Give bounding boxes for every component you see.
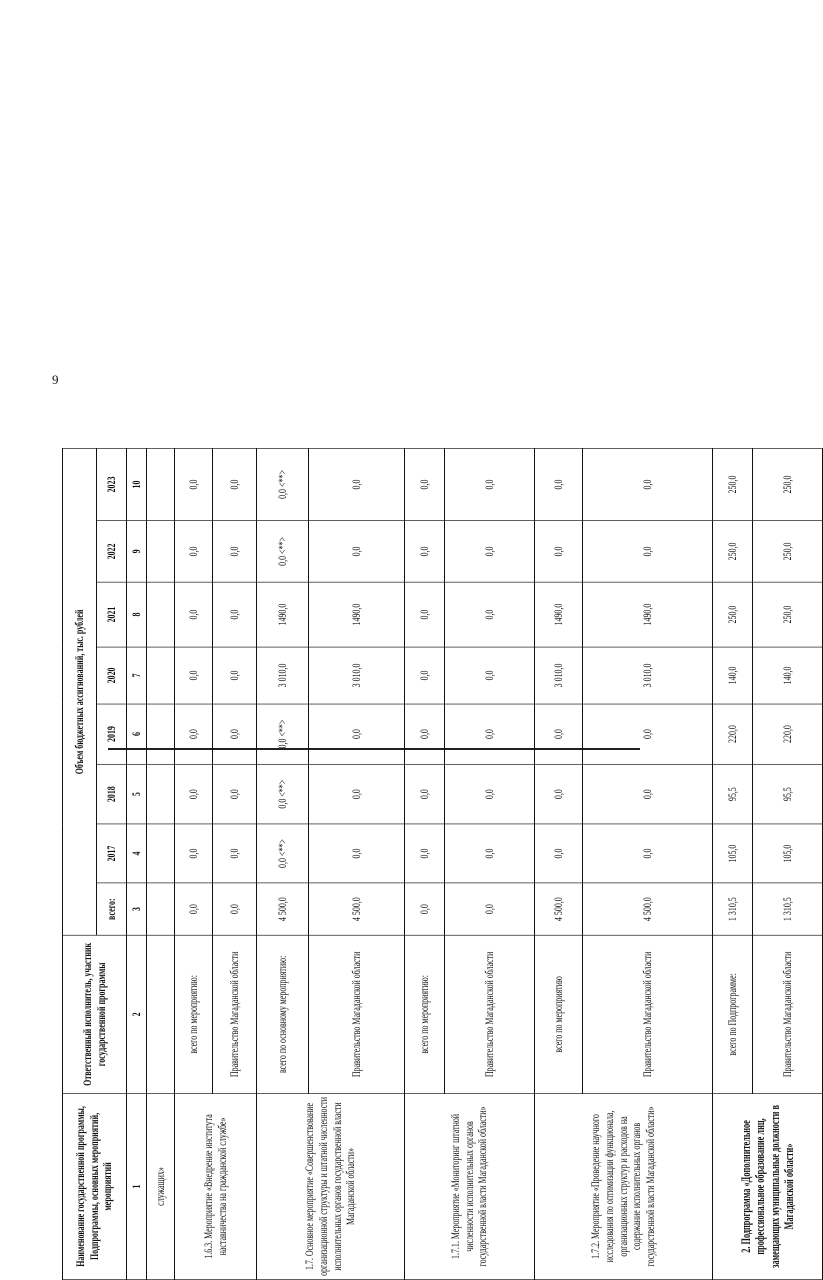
header-year: 2018 [97, 764, 127, 824]
year-value-cell: 0,0 [405, 704, 445, 764]
year-value-cell: 95,5 [753, 764, 823, 824]
table-row [175, 448, 213, 1279]
year-value-cell: 1490,0 [257, 582, 309, 647]
program-name-cell: 1.6.3. Мероприятие «Внедрение института наставничества на гражданской службе» [175, 1093, 257, 1279]
year-value-cell: 0,0 [405, 582, 445, 647]
responsible-cell: всего по мероприятию [535, 935, 583, 1093]
column-index: 8 [127, 582, 147, 647]
year-value-cell: 0,0 [445, 448, 535, 520]
year-value-cell [147, 704, 175, 764]
column-index: 2 [127, 935, 147, 1093]
year-value-cell: 0,0 [175, 764, 213, 824]
year-value-cell: 0,0 [535, 764, 583, 824]
year-value-cell: 3 010,0 [583, 647, 713, 704]
total-value-cell: 0,0 [445, 883, 535, 936]
header-year: 2023 [97, 448, 127, 520]
year-value-cell: 3 010,0 [535, 647, 583, 704]
year-value-cell: 0,0 [445, 824, 535, 883]
column-index: 3 [127, 883, 147, 936]
header-year: 2017 [97, 824, 127, 883]
total-value-cell: 4 500,0 [309, 883, 405, 936]
year-value-cell: 0,0 <**> [257, 764, 309, 824]
year-value-cell: 0,0 [583, 704, 713, 764]
year-value-cell: 250,0 [713, 448, 753, 520]
header-row-1 [63, 448, 97, 1279]
program-name-cell: 2. Подпрограмма «Дополнительное профессиональное образование лиц, замещающих муниципальные должности в Магаданской области» [713, 1093, 823, 1279]
year-value-cell: 0,0 <**> [257, 704, 309, 764]
column-index: 1 [127, 1093, 147, 1279]
year-value-cell: 0,0 [445, 647, 535, 704]
year-value-cell: 0,0 [405, 824, 445, 883]
year-value-cell: 140,0 [753, 647, 823, 704]
year-value-cell [147, 824, 175, 883]
total-value-cell: 1 310,5 [713, 883, 753, 936]
table-row [535, 448, 583, 1279]
year-value-cell [147, 521, 175, 583]
responsible-cell: всего по основному мероприятию: [257, 935, 309, 1093]
year-value-cell: 1490,0 [535, 582, 583, 647]
year-value-cell: 0,0 [583, 764, 713, 824]
year-value-cell: 250,0 [753, 521, 823, 583]
year-value-cell: 0,0 [309, 704, 405, 764]
year-value-cell: 0,0 [213, 582, 257, 647]
rotated-budget-table-page [62, 448, 796, 1280]
program-name-cell: служащих» [147, 1093, 175, 1279]
year-value-cell: 1490,0 [583, 582, 713, 647]
year-value-cell: 1490,0 [309, 582, 405, 647]
year-value-cell: 0,0 [535, 704, 583, 764]
year-value-cell: 0,0 [583, 521, 713, 583]
header-year: 2022 [97, 521, 127, 583]
table-row [257, 448, 309, 1279]
year-value-cell: 140,0 [713, 647, 753, 704]
total-value-cell: 4 500,0 [257, 883, 309, 936]
year-value-cell: 0,0 [213, 824, 257, 883]
header-budget-volume: Объем бюджетных ассигнований, тыс. рублей [63, 448, 97, 935]
year-value-cell: 0,0 <**> [257, 448, 309, 520]
page-number: 9 [52, 372, 59, 387]
year-value-cell: 0,0 [583, 824, 713, 883]
column-index: 10 [127, 448, 147, 520]
year-value-cell: 0,0 [213, 704, 257, 764]
year-value-cell: 0,0 [175, 824, 213, 883]
responsible-cell [147, 935, 175, 1093]
year-value-cell: 0,0 [309, 448, 405, 520]
year-value-cell: 0,0 [309, 521, 405, 583]
year-value-cell: 0,0 [175, 521, 213, 583]
year-value-cell: 220,0 [713, 704, 753, 764]
column-index-row [127, 448, 147, 1279]
header-program-name: Наименование государственной программы, Подпрограммы, основных мероприятий, мероприятий [63, 1093, 127, 1279]
total-value-cell: 0,0 [213, 883, 257, 936]
year-value-cell: 0,0 [175, 704, 213, 764]
responsible-cell: Правительство Магаданской области [213, 935, 257, 1093]
total-value-cell [147, 883, 175, 936]
year-value-cell: 3 010,0 [309, 647, 405, 704]
column-index: 9 [127, 521, 147, 583]
header-year: 2021 [97, 582, 127, 647]
table-row [405, 448, 445, 1279]
year-value-cell: 0,0 [405, 521, 445, 583]
year-value-cell: 0,0 [405, 764, 445, 824]
year-value-cell: 0,0 [535, 448, 583, 520]
responsible-cell: всего по мероприятию: [175, 935, 213, 1093]
year-value-cell: 0,0 [405, 448, 445, 520]
year-value-cell: 0,0 [175, 448, 213, 520]
program-name-cell: 1.7. Основное мероприятие «Совершенствование организационной структуры и штатной численности исполнительных органов государственной власти Магаданской области» [257, 1093, 405, 1279]
responsible-cell: Правительство Магаданской области [753, 935, 823, 1093]
year-value-cell: 0,0 [405, 647, 445, 704]
year-value-cell: 0,0 [175, 647, 213, 704]
header-year: 2019 [97, 704, 127, 764]
year-value-cell: 0,0 [535, 521, 583, 583]
year-value-cell: 0,0 <**> [257, 521, 309, 583]
year-value-cell: 0,0 [535, 824, 583, 883]
budget-allocation-table [62, 448, 823, 1280]
total-value-cell: 1 310,5 [753, 883, 823, 936]
year-value-cell: 0,0 [213, 764, 257, 824]
table-row [713, 448, 753, 1279]
column-index: 7 [127, 647, 147, 704]
year-value-cell [147, 647, 175, 704]
year-value-cell: 0,0 [445, 764, 535, 824]
year-value-cell: 105,0 [753, 824, 823, 883]
year-value-cell: 0,0 [213, 647, 257, 704]
year-value-cell [147, 448, 175, 520]
year-value-cell: 0,0 [213, 448, 257, 520]
total-value-cell: 0,0 [175, 883, 213, 936]
year-value-cell: 0,0 [445, 521, 535, 583]
year-value-cell: 0,0 [309, 824, 405, 883]
total-value-cell: 0,0 [405, 883, 445, 936]
table-row [147, 448, 175, 1279]
year-value-cell: 250,0 [713, 521, 753, 583]
program-name-cell: 1.7.2. Мероприятие «Проведение научного исследования по оптимизации функционала, организационных структур и расходов на содержание исполнительных органов государственной власти Магаданской области» [535, 1093, 713, 1279]
total-value-cell: 4 500,0 [535, 883, 583, 936]
year-value-cell: 95,5 [713, 764, 753, 824]
year-value-cell: 250,0 [753, 582, 823, 647]
responsible-cell: всего по мероприятию: [405, 935, 445, 1093]
header-total: всего: [97, 883, 127, 936]
year-value-cell: 0,0 [445, 582, 535, 647]
year-value-cell: 0,0 [583, 448, 713, 520]
header-responsible: Ответственный исполнитель, участник государственной программы [63, 935, 127, 1093]
year-value-cell: 0,0 <**> [257, 824, 309, 883]
year-value-cell: 0,0 [445, 704, 535, 764]
year-value-cell: 250,0 [753, 448, 823, 520]
year-value-cell: 0,0 [309, 764, 405, 824]
header-year: 2020 [97, 647, 127, 704]
year-value-cell: 0,0 [213, 521, 257, 583]
year-value-cell: 220,0 [753, 704, 823, 764]
responsible-cell: Правительство Магаданской области [309, 935, 405, 1093]
column-index: 4 [127, 824, 147, 883]
column-index: 5 [127, 764, 147, 824]
program-name-cell: 1.7.1. Мероприятие «Мониторинг штатной численности исполнительных органов государственной власти Магаданской области» [405, 1093, 535, 1279]
total-value-cell: 4 500,0 [583, 883, 713, 936]
year-value-cell: 3 010,0 [257, 647, 309, 704]
year-value-cell: 105,0 [713, 824, 753, 883]
year-value-cell: 250,0 [713, 582, 753, 647]
column-index: 6 [127, 704, 147, 764]
responsible-cell: Правительство Магаданской области [583, 935, 713, 1093]
year-value-cell [147, 582, 175, 647]
responsible-cell: Правительство Магаданской области [445, 935, 535, 1093]
responsible-cell: всего по Подпрограмме: [713, 935, 753, 1093]
year-value-cell [147, 764, 175, 824]
year-value-cell: 0,0 [175, 582, 213, 647]
